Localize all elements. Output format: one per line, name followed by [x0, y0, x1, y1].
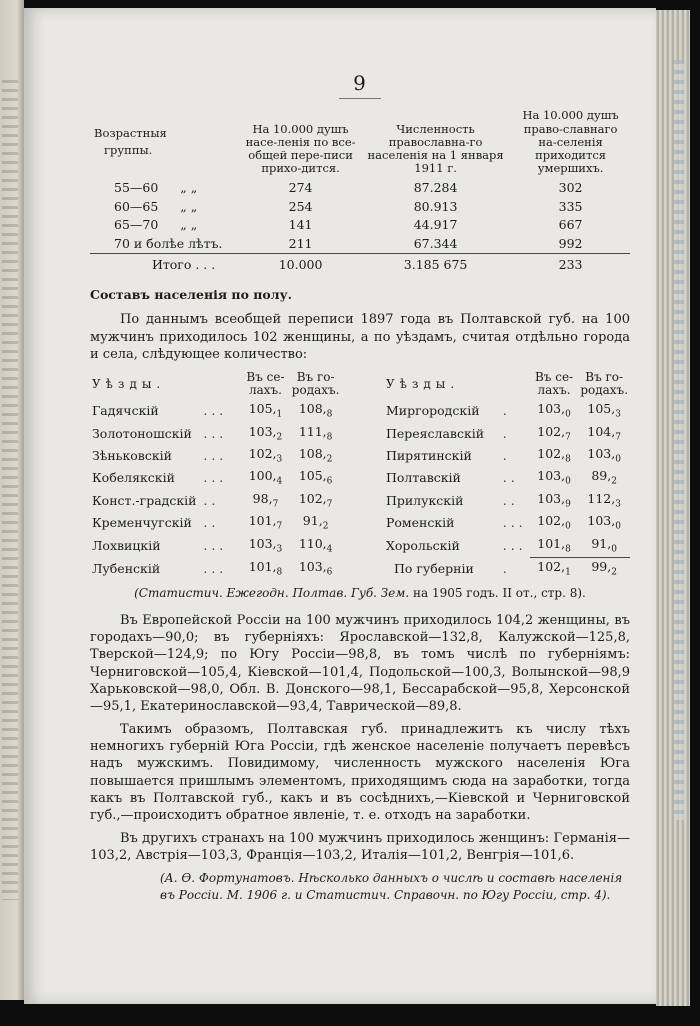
- county-table-row: [90, 557, 630, 580]
- deaths-cell: 992: [558, 235, 583, 251]
- ratio-cell: $105,_6$: [298, 468, 333, 487]
- county-name-right: Переяславскій: [385, 425, 485, 441]
- ratio-cell: $103,_6$: [298, 558, 333, 578]
- ratio-cell: $111,_8$: [298, 423, 333, 443]
- leader-dots: . . .: [203, 560, 224, 576]
- attribution-citation: (А. Ѳ. Фортунатовъ. Нѣсколько данныхъ о числѣ и составѣ населенія въ Россіи. М. 1906 г. и Статистич. Справочн. по Югу Россіи, стр. 4).: [160, 871, 623, 902]
- total-label: Итого . . .: [90, 254, 241, 275]
- age-table-row: [90, 179, 630, 198]
- age-table-row: [90, 235, 630, 254]
- ratio-cell: $103,_0$: [537, 468, 571, 487]
- county-name-left: Конст.-градскій: [92, 492, 197, 508]
- county-name-right: Миргородскій: [385, 403, 480, 419]
- county-table-row: [90, 423, 630, 445]
- ratio-cell: $101,_8$: [537, 535, 571, 555]
- per10k-cell: 211: [288, 235, 313, 251]
- ratio-cell: $112,_3$: [587, 490, 621, 510]
- county-name-left: Лубенскій: [92, 560, 161, 576]
- ratio-cell: $105,_1$: [248, 401, 283, 420]
- per10k-cell: 254: [288, 198, 313, 214]
- leader-dots: . . .: [502, 515, 523, 531]
- ratio-cell: $100,_4$: [248, 468, 283, 487]
- per10k-cell: 141: [288, 217, 313, 233]
- ratio-cell: $103,_0$: [537, 401, 571, 420]
- county-name-right: Пирятинскій: [385, 448, 472, 464]
- book-page: [24, 8, 656, 1004]
- intro-paragraph: По даннымъ всеобщей переписи 1897 года въ Полтавской губ. на 100 мужчинъ приходилось 102 женщины, а по уѣздамъ, считая отдѣльно города и села, слѣдующее количество:: [90, 312, 630, 362]
- age-group-cell: 60—65 „ „: [114, 198, 198, 214]
- age-group-cell: 65—70 „ „: [114, 217, 198, 233]
- county-table-row: [90, 512, 630, 534]
- table-source-citation: (Статистич. Ежегодн. Полтав. Губ. Зем. на 1905 годъ. II от., стр. 8).: [134, 586, 586, 601]
- per10k-header: На 10.000 душъ насе-ленія по все-общей пере-писи прихо-дится.: [245, 121, 356, 176]
- county-table-row: [90, 467, 630, 489]
- age-groups-table: [90, 109, 630, 275]
- ratio-cell: $91,_0$: [591, 535, 617, 555]
- uezd-header-right: Уѣзды.: [385, 376, 460, 391]
- page-content: [90, 70, 630, 903]
- total-deaths: 233: [511, 254, 630, 275]
- county-sex-ratio-table: [90, 371, 630, 580]
- uezd-header-left: Уѣзды.: [92, 376, 166, 391]
- age-group-cell: 55—60 „ „: [114, 180, 198, 196]
- age-group-cell: 70 и болѣе лѣтъ.: [114, 235, 223, 251]
- county-name-left: Зѣньковскій: [92, 448, 172, 464]
- paragraph-other-countries: Въ другихъ странахъ на 100 мужчинъ приходилось женщинъ: Германія—103,2, Австрія—103,3, Франція—103,2, Италія—101,2, Венгрія—101,6.: [90, 831, 630, 864]
- leader-dots: . .: [203, 492, 216, 508]
- ratio-cell: $102,_7$: [537, 423, 571, 443]
- county-table-header-row: [90, 371, 630, 400]
- county-table-row: [90, 535, 630, 558]
- ratio-cell: $99,_2$: [578, 557, 630, 580]
- leader-dots: .: [502, 425, 507, 441]
- total-population: 3.185 675: [360, 254, 511, 275]
- population-cell: 80.913: [413, 198, 458, 214]
- per10k-cell: 274: [288, 180, 313, 196]
- deaths-cell: 335: [558, 198, 583, 214]
- leader-dots: .: [502, 403, 507, 419]
- age-table-row: [90, 216, 630, 235]
- leader-dots: . . .: [203, 403, 224, 419]
- villages-header-right: Въ се-лахъ.: [534, 369, 574, 398]
- deaths-cell: 302: [558, 180, 583, 196]
- county-name-left: Гадячскій: [92, 403, 159, 419]
- ratio-cell: $102,_8$: [537, 446, 571, 465]
- county-name-left: Кобелякскій: [92, 470, 175, 486]
- leader-dots: . . .: [203, 425, 224, 441]
- leader-dots: . . .: [203, 470, 224, 486]
- ratio-cell: $101,_8$: [248, 558, 283, 578]
- county-name-right: Прилукскій: [385, 492, 464, 508]
- population-cell: 44.917: [413, 217, 458, 233]
- ratio-cell: $102,_3$: [248, 446, 283, 465]
- leader-dots: . . .: [203, 448, 224, 464]
- towns-header-left: Въ го-родахъ.: [291, 369, 340, 398]
- county-table-row: [90, 445, 630, 467]
- county-table-row: [90, 400, 630, 422]
- deaths-cell: 667: [558, 217, 583, 233]
- age-table-total-row: [90, 254, 630, 275]
- leader-dots: . . .: [502, 537, 523, 553]
- county-name-right: Полтавскій: [385, 470, 461, 486]
- ratio-cell: $104,_7$: [587, 423, 621, 443]
- leader-dots: . . .: [203, 537, 224, 553]
- page-stack-marbling: [674, 60, 684, 820]
- ratio-cell: $89,_2$: [591, 468, 617, 487]
- villages-header-left: Въ се-лахъ.: [246, 369, 285, 398]
- county-name-right: Роменскій: [385, 515, 455, 531]
- ratio-cell: $103,_9$: [537, 490, 571, 510]
- ratio-cell: $102,_0$: [537, 513, 571, 532]
- leader-dots: . .: [203, 515, 216, 531]
- ratio-cell: $102,_7$: [298, 490, 333, 510]
- ratio-cell: $102,_1$: [530, 557, 579, 580]
- ratio-cell: $110,_4$: [298, 535, 333, 555]
- ratio-cell: $103,_0$: [587, 446, 621, 465]
- age-table-row: [90, 198, 630, 217]
- ratio-cell: $101,_7$: [248, 513, 283, 532]
- towns-header-right: Въ го-родахъ.: [580, 369, 629, 398]
- county-name-right: Хорольскій: [385, 537, 460, 553]
- deaths-header: На 10.000 душъ право-славнаго на-селенія приходится умершихъ.: [522, 108, 619, 176]
- leader-dots: .: [502, 560, 507, 576]
- county-table-row: [90, 490, 630, 512]
- facing-page-edge: [0, 0, 24, 1000]
- ratio-cell: $105,_3$: [587, 401, 621, 420]
- leader-dots: .: [502, 448, 507, 464]
- leader-dots: . .: [502, 492, 515, 508]
- county-name-left: Золотоношскій: [92, 425, 192, 441]
- leader-dots: . .: [502, 470, 515, 486]
- ratio-cell: $98,_7$: [252, 490, 279, 510]
- total-per10k: 10.000: [241, 254, 360, 275]
- ratio-cell: $103,_0$: [587, 513, 621, 532]
- paragraph-conclusion: Такимъ образомъ, Полтавская губ. принадлежитъ къ числу тѣхъ немногихъ губерній Юга Россіи, гдѣ женское населеніе получаетъ перевѣсъ надъ мужскимъ. Повидимому, численность мужского населенія Юга повышается пришлымъ элементомъ, приходящимъ сюда на заработки, тогда какъ въ Полтавской губ., какъ и въ сосѣднихъ,—Кіевской и Черниговской губ.,—происходитъ обратное явленіе, т. е. отходъ на заработки.: [90, 722, 630, 823]
- population-cell: 87.284: [413, 180, 458, 196]
- ratio-cell: $103,_2$: [248, 423, 283, 443]
- paragraph-european-russia: Въ Европейской Россіи на 100 мужчинъ приходилось 104,2 женщины, въ городахъ—90,0; въ губерніяхъ: Ярославской—132,8, Калужской—125,8, Тверской—124,9; по Югу Россіи—98,8, въ томъ числѣ по губерніямъ: Черниговской—105,4, Кіевской—101,4, Подольской—100,3, Волынской—98,9 Харьковской—98,0, Обл. В. Донского—98,1, Бессарабской—95,8, Херсонской—95,1, Екатеринославской—93,4, Таврической—89,8.: [90, 613, 630, 714]
- county-name-right: По губерніи: [393, 560, 474, 576]
- county-name-left: Кременчугскій: [92, 515, 192, 531]
- book-page-stack-edge: [656, 10, 690, 1006]
- age-group-header: Возрастныя группы.: [94, 126, 167, 158]
- ratio-cell: $103,_3$: [248, 535, 283, 555]
- population-cell: 67.344: [413, 235, 458, 251]
- age-table-header-row: [90, 109, 630, 179]
- ratio-cell: $108,_2$: [298, 446, 333, 465]
- page-number: 9: [90, 70, 630, 99]
- ratio-cell: $91,_2$: [302, 513, 329, 532]
- facing-page-text-bleed: [2, 80, 18, 900]
- county-name-left: Лохвицкій: [92, 537, 161, 553]
- section-title: Составъ населенія по полу.: [90, 286, 292, 302]
- population-header: Численность православна-го населенія на 1 января 1911 г.: [367, 121, 504, 176]
- ratio-cell: $108,_8$: [298, 401, 333, 420]
